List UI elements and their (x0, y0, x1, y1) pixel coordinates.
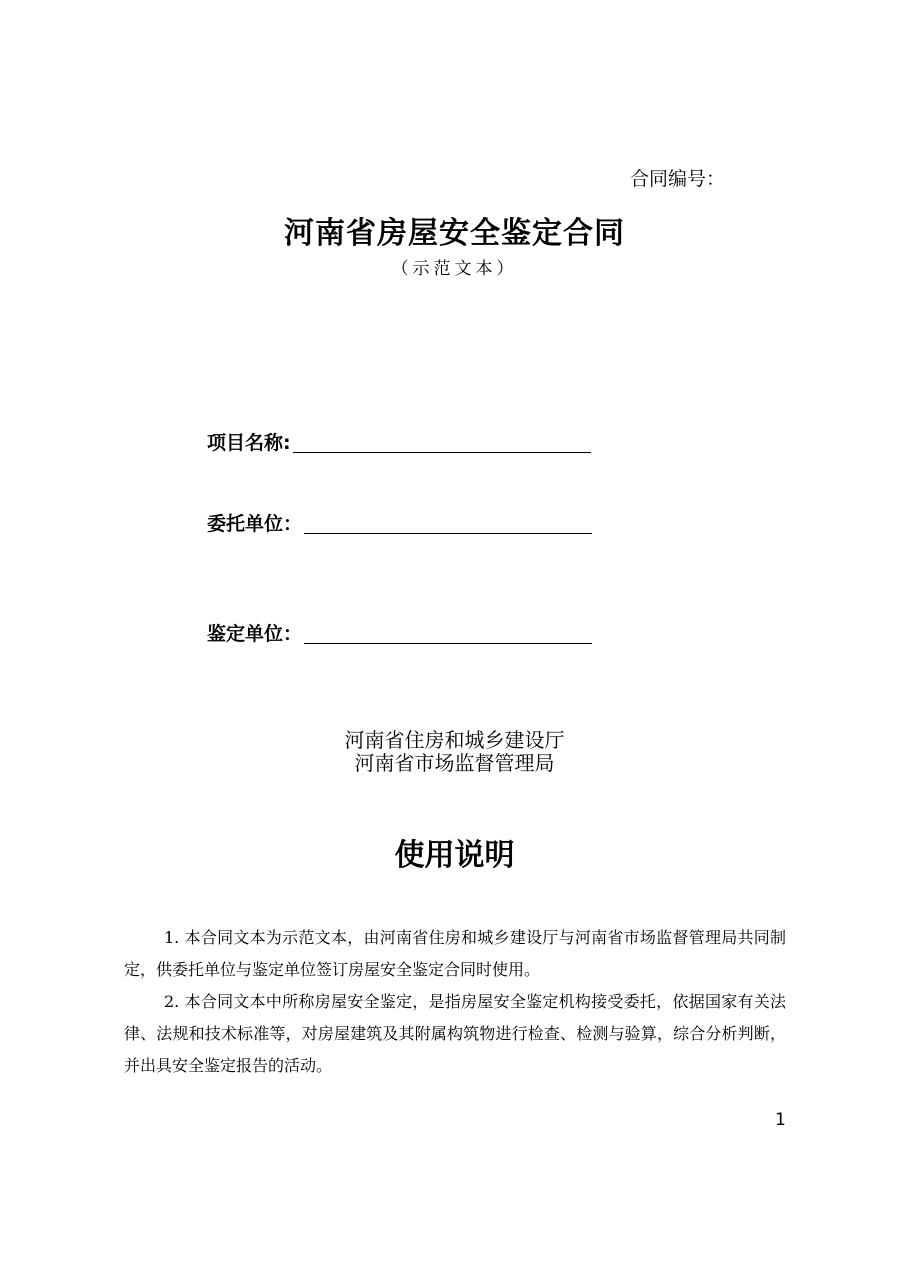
issuer-housing-department: 河南省住房和城乡建设厅 (344, 728, 565, 752)
client-unit-field (207, 512, 592, 536)
issuer-market-supervision: 河南省市场监督管理局 (354, 751, 555, 775)
appraisal-unit-blank[interactable] (304, 625, 592, 644)
instructions-title: 使用说明 (394, 838, 515, 873)
appraisal-unit-label: 鉴定单位： (207, 623, 303, 645)
client-unit-label: 委托单位： (207, 513, 303, 535)
instruction-paragraph-1: 1. 本合同文本为示范文本，由河南省住房和城乡建设厅与河南省市场监督管理局共同制定，供委托单位与鉴定单位签订房屋安全鉴定合同时使用。 (124, 928, 786, 979)
contract-number-label: 合同编号： (630, 168, 726, 190)
project-name-label: 项目名称: (207, 432, 291, 454)
project-name-field (207, 431, 591, 455)
client-unit-blank[interactable] (304, 515, 592, 534)
contract-subtitle: （示范文本） (391, 259, 518, 279)
appraisal-unit-field (207, 622, 592, 646)
instruction-paragraph-2: 2. 本合同文本中所称房屋安全鉴定，是指房屋安全鉴定机构接受委托，依据国家有关法律、法规和技术标准等，对房屋建筑及其附属构筑物进行检查、检测与验算，综合分析判断，并出具安全鉴定报告的活动。 (124, 992, 786, 1075)
page-number: 1 (775, 1110, 786, 1130)
project-name-blank[interactable] (293, 434, 591, 453)
contract-title: 河南省房屋安全鉴定合同 (284, 216, 625, 251)
